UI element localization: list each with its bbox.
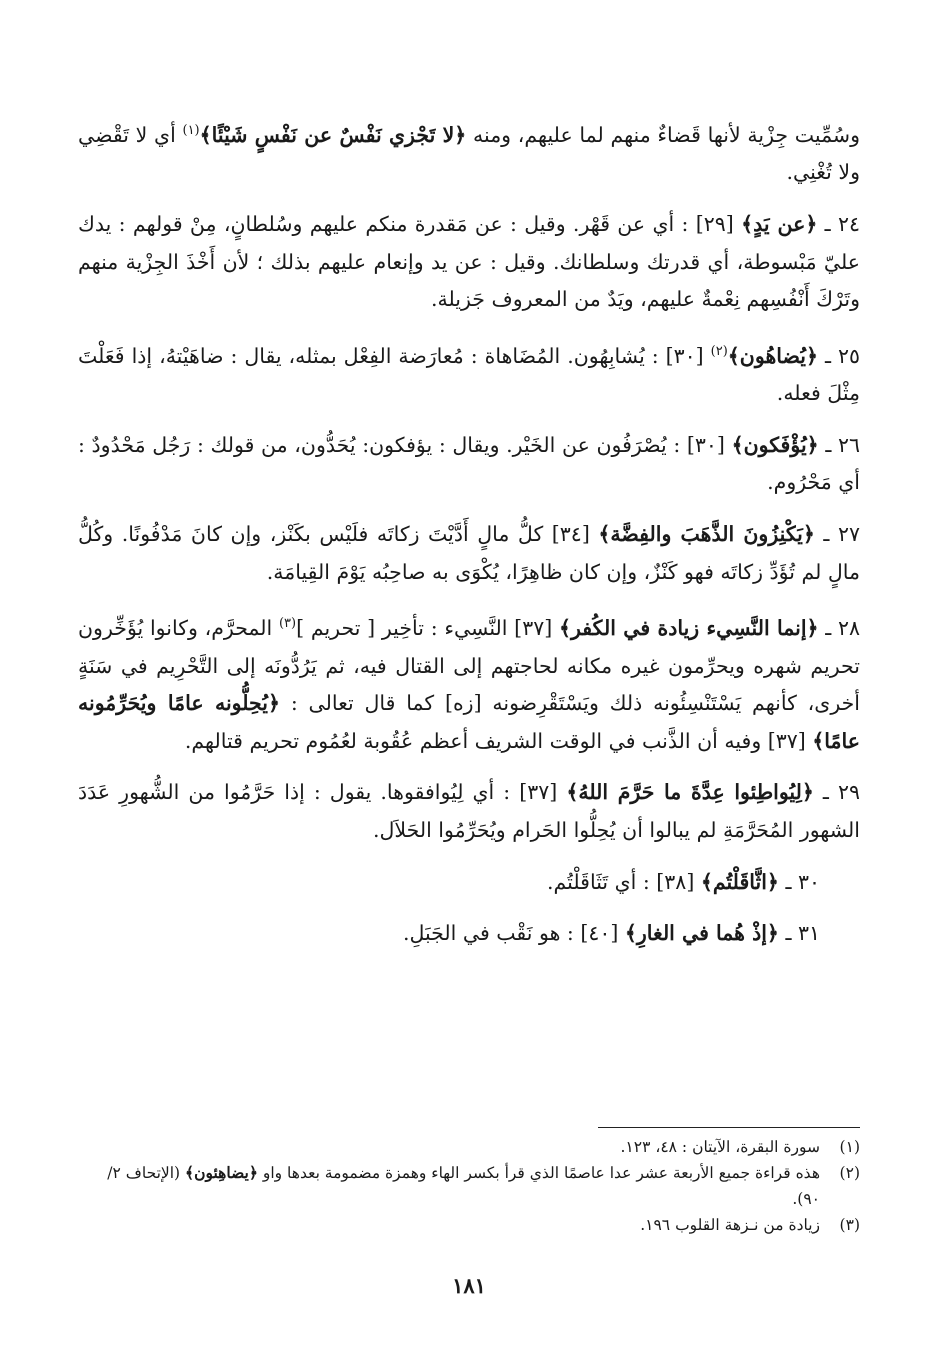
quran-quote: ﴿يضاهِئون﴾ [185,1163,258,1182]
text-run: [٤٠] : هو نَقْب في الجَبَلِ. [402,921,625,946]
entry-28 [78,605,860,760]
quran-quote: ﴿يُؤْفَكون﴾ [731,432,819,457]
text-run: [٣٠] : يُصْرَفُون عن الخَيْر. ويقال : يؤفكون: يُحَدُّون، من قولك : رَجُل مَحْدُودٌ : أي مَحْرُوم. [78,432,860,495]
quran-quote: ﴿إذْ هُما في الغارِ﴾ [624,921,779,946]
text-run: (الإتحاف ٢/ ٩٠). [107,1164,820,1208]
quran-quote: ﴿عن يَدٍ﴾ [741,212,818,237]
text-run: زيادة من نـزهة القلوب ١٩٦. [640,1216,820,1234]
entry-27 [78,516,860,591]
footnote-number: (٢) [839,1164,860,1182]
text-run: [٣٨] : أي تَثَاقَلْتُم. [547,869,701,894]
footnote-1 [78,1134,860,1160]
text-run: ٢٥ ـ [818,343,861,368]
text-run: ٢٦ ـ [818,432,861,457]
text-run: [٣٠] : يُشابِهُون. المُضَاهاة : مُعارَضة الفِعْل بمثله، يقال : ضاهَيْتهُ، إذا فَعَلْتَ مِثْلَ فعله. [78,343,860,406]
footnote-number: (١) [839,1138,860,1156]
text-run: أي لا تَقْضِي ولا تُغْنِي. [78,122,860,185]
text-run: ٢٩ ـ [813,780,860,805]
footnote-text [78,1212,820,1238]
footnote-ref: (٢) [710,343,728,359]
page-number: ١٨١ [452,1273,486,1298]
text-run: ٢٨ ـ [818,616,861,641]
text-run: [٣٧] وفيه أن الذَّنب في الوقت الشريف أعظم عُقُوبة لعُمُوم تحريم قتالهم. [184,728,813,753]
quran-quote: ﴿يُحِلُّونه عامًا ويُحَرِّمُونه عامًا﴾ [78,691,860,753]
quran-quote: ﴿يَكْنِزُونَ الذَّهَبَ والفِضَّة﴾ [598,522,815,546]
footnote-3 [78,1212,860,1238]
entry-29 [78,774,860,849]
quran-quote: ﴿لِيُواطِئوا عِدَّةَ ما حَرَّمَ اللهُ﴾ [566,780,814,805]
text-run: هذه قراءة جميع الأربعة عشر عدا عاصمًا الذي قرأ بكسر الهاء وهمزة مضمومة بعدها واو [257,1164,820,1182]
text-run: ٢٧ ـ [814,522,861,546]
footnote-ref: (٣) [278,616,297,632]
quran-quote: ﴿يُضاهُون﴾ [727,343,819,368]
text-run: [٣٧] النَّسِيء : تأخِير [ تحريم ] [296,616,559,641]
text-run: وسُمِّيت جِزْية لأنها قَضاءٌ منهم لما عليهم، ومنه [466,122,860,147]
paragraph-intro [78,112,860,192]
text-run: ٣٠ ـ [778,869,820,894]
footnote-ref: (١) [182,123,200,138]
text-run: [٣٧] : أي لِيُوافقوها. يقول : إذا حَرَّمُوا من الشُّهورِ عَدَدَ الشهور المُحَرَّمَةِ لم يبالوا أن يُحِلُّوا الحَرام ويُحَرِّمُوا الحَلاَل. [78,780,860,842]
footnotes [78,1134,860,1238]
text-run: [٢٩] : أي عن قَهْر. وقيل : عن مَقدرة منكم عليهم وسُلطانٍ، مِنْ قولهم : يدك عليّ مَبْسوطة، أي قدرتك وسلطانك. وقيل : عن يد وإنعام عليهم بذلك ؛ لأن أَخْذَ الجِزْية منهم وتَرْكَ أَنْفُسِهم نِعْمةٌ عليهم، ويَدٌ من المعروف جَزيلة. [78,212,860,312]
footnote-text [78,1134,820,1160]
footnote-2 [78,1160,860,1212]
text-run: سورة البقرة، الآيتان : ٤٨، ١٢٣. [620,1138,820,1156]
text-run: [٣٤] كلُّ مالٍ أَدَّيْتَ زكاتَه فلَيْس بكَنْز، وإن كانَ مَدْفُونًا. وكُلُّ مالٍ لم تُؤَدِّ زكاتَه فهو كَنْزٌ، وإن كان ظاهِرًا، يُكْوَى به صاحِبُه يَوْمَ القِيامَة. [78,522,860,584]
entry-25 [78,333,860,413]
quran-quote: ﴿إنما النَّسِيء زيادة في الكُفر﴾ [558,616,819,641]
footnote-number: (٣) [839,1216,860,1234]
footnote-divider [598,1127,860,1128]
text-run: المحرَّم، وكانوا يُؤَخِّرون تحريم شهره ويحرِّمون غيره مكانه لحاجتهم إلى القتال فيه، ثم يَرُدُّونَه إلى التَّحْرِيم في سَنَةٍ أخرى، كأنهم يَسْتَنْسِئُونه ذلك ويَسْتَقْرِضونه [زه] كما قال تعالى : [78,616,860,716]
quran-quote: ﴿لا تَجْزي نَفْسٌ عن نَفْسٍ شَيْئًا﴾ [199,122,467,147]
entry-24 [78,206,860,319]
quran-quote: ﴿اثَّاقَلْتُم﴾ [700,869,779,894]
footnote-text [78,1160,820,1212]
entry-31 [78,915,860,953]
entry-26 [78,427,860,502]
main-text [78,112,860,967]
text-run: ٢٤ ـ [817,212,861,237]
text-run: ٣١ ـ [778,921,820,946]
entry-30 [78,864,860,902]
